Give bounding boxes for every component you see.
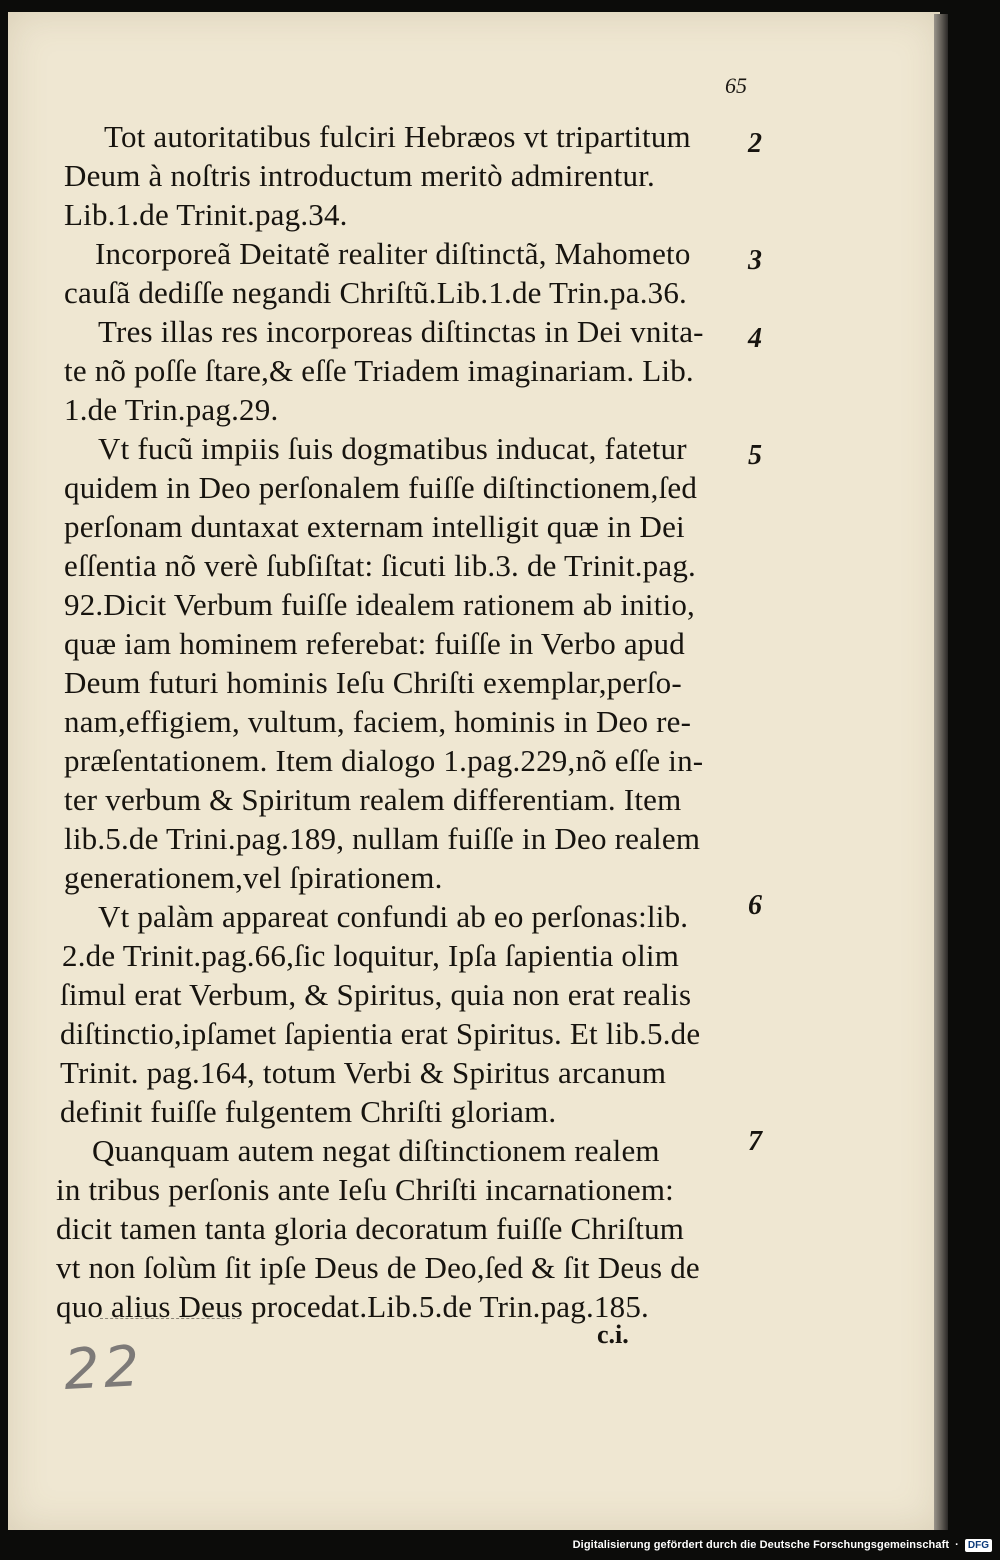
text-line: præſentationem. Item dialogo 1.pag.229,nõ eſſe in- bbox=[64, 743, 704, 778]
text-line: Lib.1.de Trinit.pag.34. bbox=[64, 197, 348, 232]
text-line: Deum futuri hominis Ieſu Chriſti exemplar,perſo- bbox=[64, 665, 682, 700]
text-line: dicit tamen tanta gloria decoratum fuiſſe Chriſtum bbox=[56, 1211, 685, 1246]
text-line: nam,effigiem, vultum, faciem, hominis in Deo re- bbox=[64, 704, 692, 739]
margin-number: 2 bbox=[748, 128, 762, 159]
text-line: vt non ſolùm ſit ipſe Deus de Deo,ſed & ſit Deus de bbox=[56, 1250, 700, 1285]
text-line: eſſentia nõ verè ſubſiſtat: ſicuti lib.3. de Trinit.pag. bbox=[64, 548, 696, 583]
text-line: in tribus perſonis ante Ieſu Chriſti incarnationem: bbox=[56, 1172, 674, 1207]
text-line: quæ iam hominem referebat: fuiſſe in Verbo apud bbox=[64, 626, 685, 661]
text-line: quidem in Deo perſonalem fuiſſe diſtinctionem,ſed bbox=[64, 470, 698, 505]
text-line: generationem,vel ſpirationem. bbox=[64, 860, 443, 895]
text-line: te nõ poſſe ſtare,& eſſe Triadem imaginariam. Lib. bbox=[64, 353, 694, 388]
text-line: Tres illas res incorporeas diſtinctas in Dei vnita- bbox=[98, 314, 704, 349]
text-line: perſonam duntaxat externam intelligit quæ in Dei bbox=[64, 509, 685, 544]
text-line: 2.de Trinit.pag.66,ſic loquitur, Ipſa ſapientia olim bbox=[62, 938, 680, 973]
ink-rule bbox=[100, 1318, 240, 1319]
text-line: Trinit. pag.164, totum Verbi & Spiritus arcanum bbox=[60, 1055, 667, 1090]
text-line: Quanquam autem negat diſtinctionem realem bbox=[92, 1133, 660, 1168]
text-line: ter verbum & Spiritum realem differentiam. Item bbox=[64, 782, 682, 817]
signature-mark: c.i. bbox=[597, 1320, 629, 1349]
text-line: lib.5.de Trini.pag.189, nullam fuiſſe in Deo realem bbox=[64, 821, 701, 856]
text-line: Vt fucũ impiis ſuis dogmatibus inducat, fatetur bbox=[98, 431, 687, 466]
margin-number: 6 bbox=[748, 890, 762, 921]
digitization-footer bbox=[573, 1536, 992, 1554]
dfg-logo-icon: DFG bbox=[965, 1539, 992, 1552]
text-line: definit fuiſſe fulgentem Chriſti gloriam. bbox=[60, 1094, 557, 1129]
margin-number: 3 bbox=[748, 245, 762, 276]
footer-separator: · bbox=[955, 1539, 959, 1551]
pencil-annotation: 22 bbox=[62, 1333, 145, 1404]
text-line: Deum à noſtris introductum meritò admirentur. bbox=[64, 158, 655, 193]
margin-number: 4 bbox=[748, 323, 762, 354]
text-line: diſtinctio,ipſamet ſapientia erat Spiritus. Et lib.5.de bbox=[60, 1016, 701, 1051]
text-line: Vt palàm appareat confundi ab eo perſonas:lib. bbox=[98, 899, 689, 934]
text-line: cauſã dediſſe negandi Chriſtũ.Lib.1.de Trin.pa.36. bbox=[64, 275, 688, 310]
text-line: Incorporeã Deitatẽ realiter diſtinctã, Mahometo bbox=[95, 236, 691, 271]
text-line: Tot autoritatibus fulciri Hebræos vt tripartitum bbox=[104, 119, 691, 154]
text-line: 1.de Trin.pag.29. bbox=[64, 392, 279, 427]
margin-number: 7 bbox=[748, 1126, 762, 1157]
book-binding-edge bbox=[934, 14, 948, 1530]
folio-number: 65 bbox=[725, 73, 747, 98]
text-line: ſimul erat Verbum, & Spiritus, quia non erat realis bbox=[60, 977, 692, 1012]
margin-number: 5 bbox=[748, 440, 762, 471]
text-line: quo alius Deus procedat.Lib.5.de Trin.pag.185. bbox=[56, 1289, 649, 1324]
text-line: 92.Dicit Verbum fuiſſe idealem rationem ab initio, bbox=[64, 587, 695, 622]
footer-credit: Digitalisierung gefördert durch die Deutsche Forschungsgemeinschaft bbox=[572, 1539, 950, 1551]
